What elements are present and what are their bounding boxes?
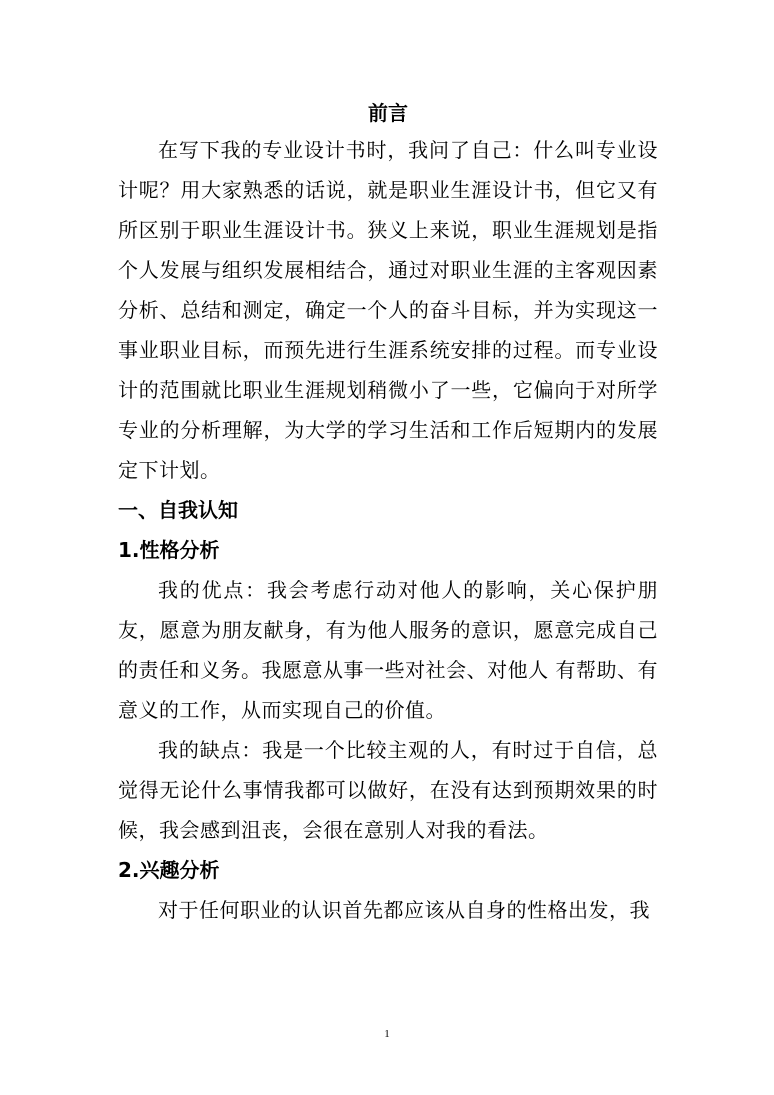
subsection-heading-personality: 1.性格分析: [118, 538, 220, 562]
page-number: 1: [384, 1028, 390, 1040]
interests-paragraph: 对于任何职业的认识首先都应该从自身的性格出发，我: [158, 898, 650, 922]
intro-paragraph: 在写下我的专业设计书时，我问了自己：什么叫专业设计呢？用大家熟悉的话说，就是职业生涯设计书，但它又有所区别于职业生涯设计书。狭义上来说，职业生涯规划是指个人发展与组织发展相结合，通过对职业生涯的主客观因素分析、总结和测定，确定一个人的奋斗目标，并为实现这一事业职业目标，而预先进行生涯系统安排的过程。而专业设计的范围就比职业生涯规划稍微小了一些，它偏向于对所学专业的分析理解，为大学的学习生活和工作后短期内的发展定下计划。: [118, 138, 658, 482]
page-title: 前言: [368, 101, 408, 125]
section-heading-self-awareness: 一、自我认知: [118, 498, 238, 522]
weaknesses-paragraph: 我的缺点：我是一个比较主观的人，有时过于自信，总觉得无论什么事情我都可以做好，在没有达到预期效果的时候，我会感到沮丧，会很在意别人对我的看法。: [118, 738, 658, 842]
subsection-heading-interests: 2.兴趣分析: [118, 858, 220, 882]
document-body: [118, 96, 658, 930]
strengths-paragraph: 我的优点：我会考虑行动对他人的影响，关心保护朋友，愿意为朋友献身，有为他人服务的意识，愿意完成自己的责任和义务。我愿意从事一些对社会、对他人 有帮助、有意义的工作，从而实现自己的价值。: [118, 578, 658, 722]
